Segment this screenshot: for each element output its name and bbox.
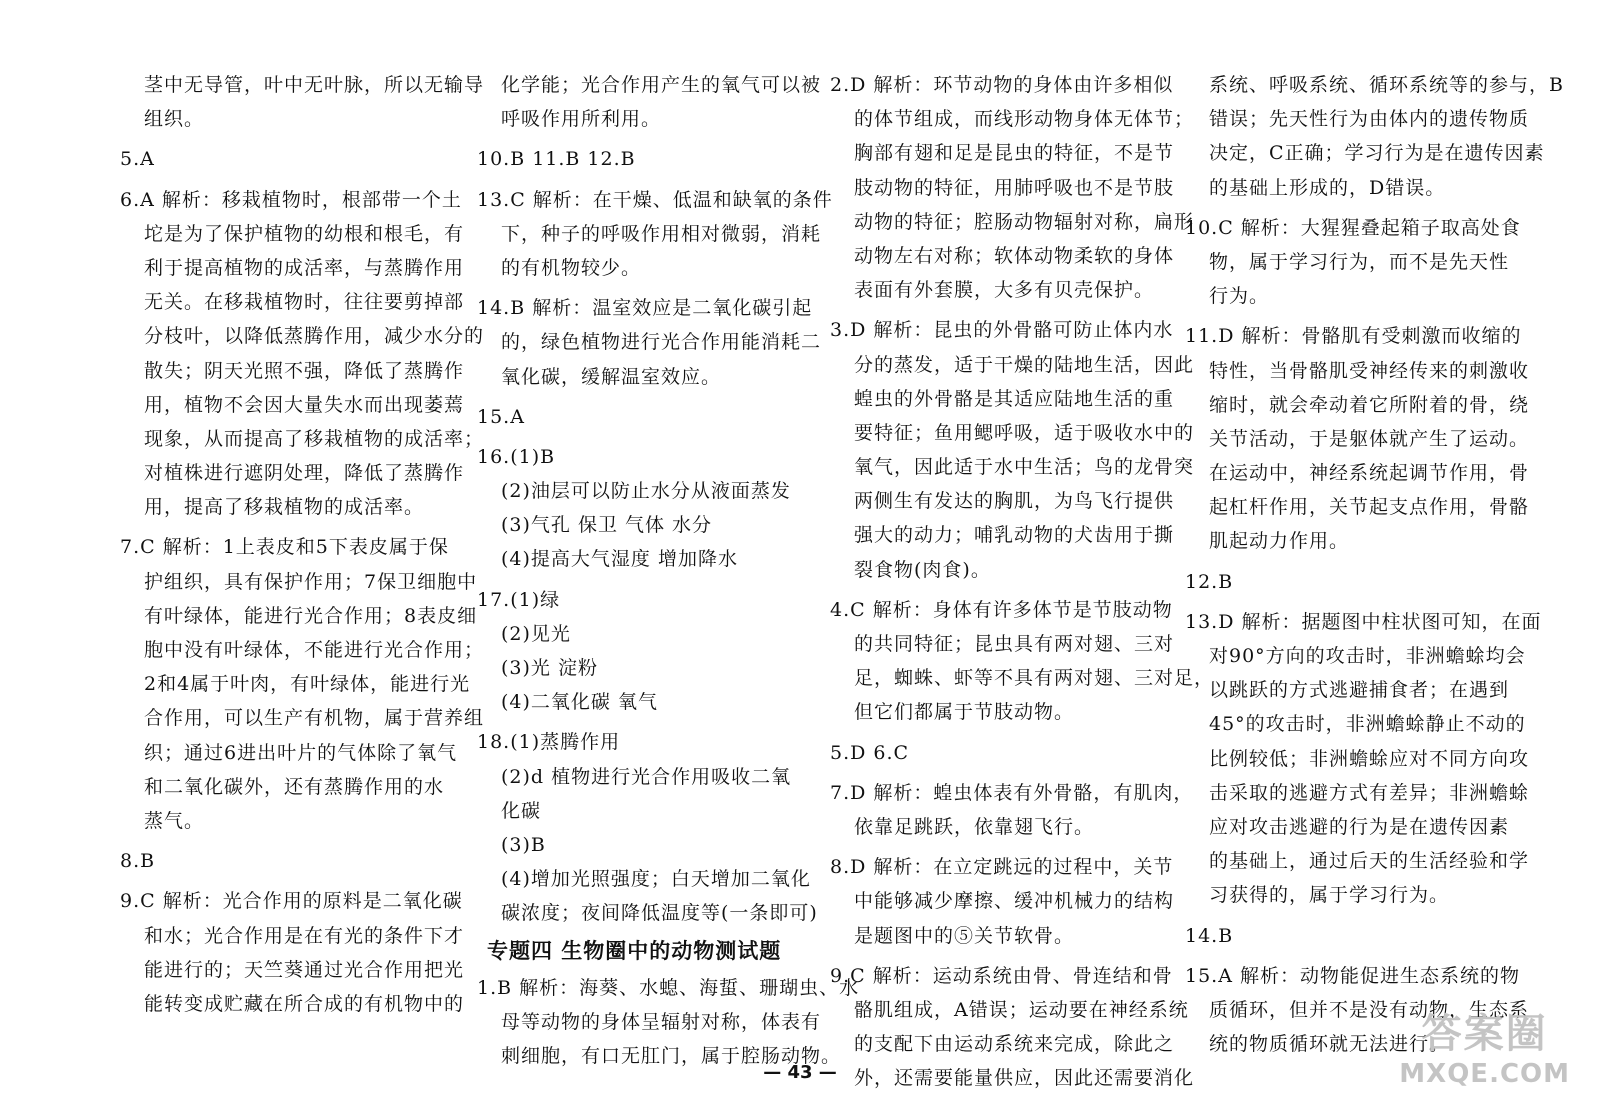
text-line: 和二氧化碳外，还有蒸腾作用的水	[144, 775, 445, 798]
column-1	[120, 68, 485, 1021]
text-line: 有叶绿体，能进行光合作用；8表皮细	[144, 604, 478, 627]
text-line: 8.D 解析：在立定跳远的过程中，关节	[830, 856, 1174, 879]
text-line: 18.(1)蒸腾作用	[477, 731, 621, 754]
text-line: 的基础上，通过后天的生活经验和学	[1209, 850, 1530, 873]
text-line: 击采取的逃避方式有差异；非洲蟾蜍	[1209, 781, 1530, 804]
text-line: 9.C 解析：光合作用的原料是二氧化碳	[120, 890, 463, 913]
text-line: 利于提高植物的成活率，与蒸腾作用	[144, 256, 465, 279]
text-line: 错误；先天性行为由体内的遗传物质	[1209, 108, 1530, 131]
text-line: 现象，从而提高了移栽植物的成活率；	[144, 427, 485, 450]
text-line: (3)光 淀粉	[501, 657, 598, 679]
text-line: 用，植物不会因大量失水而出现萎蔫	[144, 393, 465, 416]
text-line: 对植株进行遮阴处理，降低了蒸腾作	[144, 462, 465, 485]
text-line: 13.D 解析：据题图中柱状图可知，在面	[1185, 610, 1542, 633]
text-line: 外，还需要能量供应，因此还需要消化	[854, 1067, 1195, 1090]
text-line: 5.D 6.C	[830, 741, 910, 764]
text-line: 15.A 解析：动物能促进生态系统的物	[1185, 964, 1520, 987]
text-line: 组织。	[144, 108, 205, 131]
text-line: 3.D 解析：昆虫的外骨骼可防止体内水	[830, 319, 1174, 342]
text-line: 质循环，但并不是没有动物，生态系	[1209, 998, 1530, 1021]
text-line: 分枝叶，以降低蒸腾作用，减少水分的	[144, 325, 485, 348]
text-line: 行为。	[1209, 285, 1270, 308]
text-line: 氧气，因此适于水中生活；鸟的龙骨突	[854, 456, 1195, 479]
text-line: 足，蜘蛛、虾等不具有两对翅、三对足，	[854, 667, 1215, 690]
text-line: 的基础上形成的，D错误。	[1209, 176, 1446, 199]
text-line: 和水；光合作用是在有光的条件下才	[144, 924, 465, 947]
text-line: 的体节组成，而线形动物身体无体节；	[854, 108, 1195, 131]
text-line: 的支配下由运动系统来完成，除此之	[854, 1033, 1175, 1056]
text-line: 16.(1)B	[477, 445, 556, 468]
text-line: 12.B	[1185, 570, 1234, 593]
watermark-top: 答案圈	[1421, 1011, 1548, 1057]
text-line: 坨是为了保护植物的幼根和根毛，有	[144, 222, 465, 245]
text-line: 以跳跃的方式逃避捕食者；在遇到	[1209, 679, 1510, 702]
text-line: 茎中无导管，叶中无叶脉，所以无输导	[144, 74, 485, 96]
text-line: 化学能；光合作用产生的氧气可以被	[501, 74, 822, 96]
text-line: 9.C 解析：运动系统由骨、骨连结和骨	[830, 964, 1173, 987]
column-4	[1185, 68, 1564, 1061]
text-line: 11.D 解析：骨骼肌有受刺激而收缩的	[1185, 325, 1522, 348]
text-line: 肌起动力作用。	[1209, 530, 1350, 553]
text-line: 2.D 解析：环节动物的身体由许多相似	[830, 74, 1174, 96]
text-line: 特性，当骨骼肌受神经传来的刺激收	[1209, 359, 1530, 382]
text-line: 强大的动力；哺乳动物的犬齿用于撕	[854, 524, 1175, 547]
text-line: 14.B	[1185, 924, 1234, 947]
text-line: 刺细胞，有口无肛门，属于腔肠动物。	[501, 1044, 842, 1067]
section-title: 专题四 生物圈中的动物测试题	[487, 938, 782, 963]
text-line: 氧化碳，缓解温室效应。	[501, 365, 722, 388]
text-line: 13.C 解析：在干燥、低温和缺氧的条件	[477, 188, 833, 211]
text-line: 习获得的，属于学习行为。	[1209, 884, 1450, 907]
text-line: 7.C 解析：1上表皮和5下表皮属于保	[120, 536, 449, 559]
text-line: 分的蒸发，适于干燥的陆地生活，因此	[854, 353, 1195, 376]
text-line: 下，种子的呼吸作用相对微弱，消耗	[501, 222, 822, 245]
text-line: 肢动物的特征，用肺呼吸也不是节肢	[854, 176, 1175, 199]
watermark-bottom: MXQE.COM	[1399, 1059, 1570, 1089]
text-line: 中能够减少摩擦、缓冲机械力的结构	[854, 890, 1175, 913]
text-line: 蝗虫的外骨骼是其适应陆地生活的重	[854, 387, 1175, 410]
text-line: 缩时，就会牵动着它所附着的骨，绕	[1209, 393, 1530, 416]
text-line: 动物的特征；腔肠动物辐射对称，扁形	[854, 210, 1195, 233]
page-number: — 43 —	[763, 1062, 837, 1083]
text-line: 但它们都属于节肢动物。	[854, 701, 1075, 724]
watermark-logo	[1399, 1002, 1570, 1089]
text-line: 17.(1)绿	[477, 588, 561, 611]
text-line: 15.A	[477, 405, 525, 428]
text-line: (2)油层可以防止水分从液面蒸发	[501, 480, 791, 503]
text-line: 关节活动，于是躯体就产生了运动。	[1209, 427, 1530, 450]
text-line: (4)增加光照强度；白天增加二氧化	[501, 868, 811, 891]
text-line: 对90°方向的攻击时，非洲蟾蜍均会	[1209, 645, 1526, 667]
text-line: 散失；阴天光照不强，降低了蒸腾作	[144, 359, 465, 382]
text-line: 骼肌组成，A错误；运动要在神经系统	[854, 998, 1189, 1021]
text-line: (4)二氧化碳 氧气	[501, 691, 658, 714]
text-line: 应对攻击逃避的行为是在遗传因素	[1209, 815, 1510, 838]
text-line: 的共同特征；昆虫具有两对翅、三对	[854, 633, 1175, 655]
text-line: 10.B 11.B 12.B	[477, 148, 636, 171]
text-line: 胞中没有叶绿体，不能进行光合作用；	[144, 639, 485, 661]
text-line: 10.C 解析：大猩猩叠起箱子取高处食	[1185, 216, 1521, 239]
text-line: 胸部有翅和足是昆虫的特征，不是节	[854, 142, 1175, 165]
text-line: (3)气孔 保卫 气体 水分	[501, 514, 713, 537]
text-line: 护组织，具有保护作用；7保卫细胞中	[144, 570, 478, 593]
text-line: (2)见光	[501, 622, 571, 645]
text-line: 统的物质循环就无法进行。	[1209, 1033, 1450, 1056]
text-line: 是题图中的⑤关节软骨。	[854, 924, 1075, 947]
text-line: 裂食物(肉食)。	[854, 558, 991, 581]
text-line: 2和4属于叶肉，有叶绿体，能进行光	[144, 673, 471, 696]
text-line: (2)d 植物进行光合作用吸收二氧	[501, 765, 792, 788]
text-line: 在运动中，神经系统起调节作用，骨	[1209, 462, 1530, 485]
text-line: 6.A 解析：移栽植物时，根部带一个土	[120, 188, 462, 211]
text-line: 碳浓度；夜间降低温度等(一条即可)	[501, 902, 818, 925]
text-line: (4)提高大气湿度 增加降水	[501, 548, 738, 571]
text-line: 化碳	[501, 799, 542, 822]
text-line: 起杠杆作用，关节起支点作用，骨骼	[1209, 496, 1530, 519]
text-line: 5.A	[120, 148, 155, 171]
text-line: 系统、呼吸系统、循环系统等的参与，B	[1209, 74, 1564, 96]
text-line: 要特征；鱼用鳃呼吸，适于吸收水中的	[854, 421, 1195, 444]
text-line: 物，属于学习行为，而不是先天性	[1209, 250, 1510, 273]
text-line: 呼吸作用所利用。	[501, 108, 662, 131]
text-line: 的有机物较少。	[501, 256, 642, 279]
text-line: 的，绿色植物进行光合作用能消耗二	[501, 331, 822, 354]
text-line: 依靠足跳跃，依靠翅飞行。	[854, 815, 1095, 838]
text-line: 用，提高了移栽植物的成活率。	[144, 496, 425, 519]
text-line: 决定，C正确；学习行为是在遗传因素	[1209, 142, 1545, 165]
text-line: 45°的攻击时，非洲蟾蜍静止不动的	[1209, 713, 1526, 736]
text-line: 合作用，可以生产有机物，属于营养组	[144, 707, 485, 730]
text-line: (3)B	[501, 833, 546, 856]
text-line: 能转变成贮藏在所合成的有机物中的	[144, 992, 465, 1015]
text-line: 4.C 解析：身体有许多体节是节肢动物	[830, 598, 1173, 621]
text-line: 8.B	[120, 850, 156, 873]
text-line: 14.B 解析：温室效应是二氧化碳引起	[477, 297, 813, 320]
text-line: 两侧生有发达的胸肌，为鸟飞行提供	[854, 490, 1175, 513]
text-line: 1.B 解析：海葵、水螅、海蜇、珊瑚虫、水	[477, 976, 860, 999]
text-line: 无关。在移栽植物时，往往要剪掉部	[144, 291, 465, 314]
text-line: 母等动物的身体呈辐射对称，体表有	[501, 1010, 822, 1033]
text-line: 动物左右对称；软体动物柔软的身体	[854, 244, 1175, 267]
text-line: 能进行的；天竺葵通过光合作用把光	[144, 958, 465, 981]
text-line: 比例较低；非洲蟾蜍应对不同方向攻	[1209, 747, 1530, 770]
text-line: 织；通过6进出叶片的气体除了氧气	[144, 741, 458, 764]
text-line: 蒸气。	[144, 809, 205, 832]
text-line: 表面有外套膜，大多有贝壳保护。	[854, 279, 1155, 302]
text-line: 7.D 解析：蝗虫体表有外骨骼，有肌肉，	[830, 781, 1194, 804]
